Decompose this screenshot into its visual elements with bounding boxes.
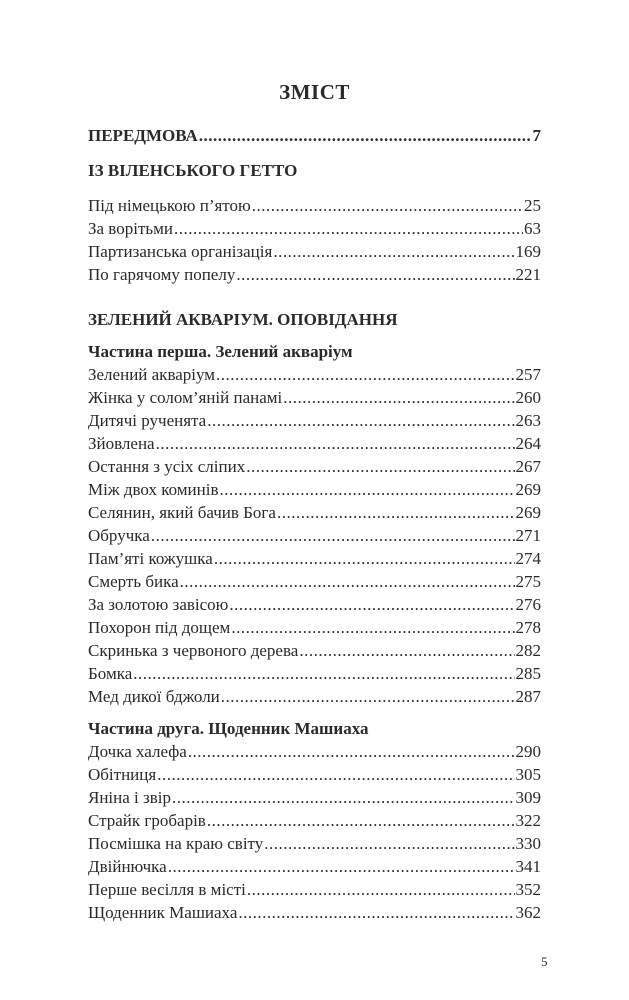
entry-page: 285	[515, 664, 541, 683]
entry-page: 271	[515, 526, 541, 545]
dot-leader	[172, 786, 515, 809]
entry-title: Партизанська організація	[88, 242, 273, 261]
entry-title: По гарячому попелу	[88, 265, 236, 284]
entry-title: Яніна і звір	[88, 788, 171, 807]
entry-title: Обітниця	[88, 765, 157, 784]
toc-entry[interactable]	[88, 240, 541, 263]
entry-page: 221	[515, 265, 541, 284]
dot-leader	[199, 124, 532, 147]
toc-entry[interactable]	[88, 455, 541, 478]
entry-title: Дитячі рученята	[88, 411, 207, 430]
dot-leader	[180, 570, 515, 593]
dot-leader	[151, 524, 515, 547]
entry-page: 352	[515, 880, 541, 899]
entry-title: Посмішка на краю світу	[88, 834, 264, 853]
entry-title: Між двох коминів	[88, 480, 219, 499]
toc-entry[interactable]	[88, 501, 541, 524]
toc-entry[interactable]	[88, 524, 541, 547]
toc-entry[interactable]	[88, 386, 541, 409]
entry-title: Дочка халефа	[88, 742, 187, 761]
toc-entry[interactable]	[88, 570, 541, 593]
toc-entry[interactable]	[88, 263, 541, 286]
dot-leader	[252, 194, 523, 217]
toc-entry[interactable]	[88, 786, 541, 809]
part-heading: ІЗ ВІЛЕНСЬКОГО ГЕТТО	[88, 161, 298, 180]
dot-leader	[283, 386, 514, 409]
entry-page: 260	[515, 388, 541, 407]
entry-title: Похорон під дощем	[88, 618, 231, 637]
dot-leader	[157, 763, 514, 786]
dot-leader	[156, 432, 515, 455]
entry-page: 322	[515, 811, 541, 830]
entry-page: 25	[524, 196, 541, 215]
entry-page: 257	[515, 365, 541, 384]
toc-entry[interactable]	[88, 593, 541, 616]
toc-entry[interactable]	[88, 409, 541, 432]
entry-title: Під німецькою п’ятою	[88, 196, 251, 215]
entry-title: Щоденник Машиаха	[88, 903, 238, 922]
entry-page: 305	[515, 765, 541, 784]
toc-entry[interactable]	[88, 432, 541, 455]
toc-entry[interactable]	[88, 478, 541, 501]
toc-entry[interactable]	[88, 194, 541, 217]
entry-title: Остання з усіх сліпих	[88, 457, 246, 476]
dot-leader	[221, 685, 515, 708]
dot-leader	[168, 855, 515, 878]
dot-leader	[207, 409, 514, 432]
toc-entry[interactable]	[88, 832, 541, 855]
part-heading: ЗЕЛЕНИЙ АКВАРІУМ. ОПОВІДАННЯ	[88, 310, 398, 329]
toc-entry[interactable]	[88, 901, 541, 924]
dot-leader	[188, 740, 515, 763]
dot-leader	[229, 593, 514, 616]
entry-title: Зелений акваріум	[88, 365, 216, 384]
toc-entry[interactable]	[88, 855, 541, 878]
entry-title: ПЕРЕДМОВА	[88, 126, 198, 145]
dot-leader	[277, 501, 515, 524]
entry-title: За ворітьми	[88, 219, 173, 238]
entry-page: 267	[515, 457, 541, 476]
entry-page: 362	[515, 903, 541, 922]
spacer	[88, 147, 541, 159]
dot-leader	[214, 547, 515, 570]
dot-leader	[133, 662, 514, 685]
entry-page: 278	[515, 618, 541, 637]
dot-leader	[247, 878, 515, 901]
entry-page: 287	[515, 687, 541, 706]
entry-title: Перше весілля в місті	[88, 880, 246, 899]
entry-title: Селянин, який бачив Бога	[88, 503, 276, 522]
entry-page: 341	[515, 857, 541, 876]
entry-page: 7	[532, 126, 541, 145]
entry-page: 309	[515, 788, 541, 807]
toc-entry[interactable]	[88, 217, 541, 240]
entry-page: 169	[515, 242, 541, 261]
entry-title: За золотою завісою	[88, 595, 229, 614]
dot-leader	[220, 478, 515, 501]
entry-title: Пам’яті кожушка	[88, 549, 213, 568]
entry-title: Скринька з червоного дерева	[88, 641, 299, 660]
toc-entry[interactable]	[88, 363, 541, 386]
section-heading: Частина друга. Щоденник Машиаха	[88, 719, 369, 738]
dot-leader	[207, 809, 515, 832]
toc-entry[interactable]	[88, 616, 541, 639]
dot-leader	[238, 901, 514, 924]
toc-entry[interactable]	[88, 809, 541, 832]
entry-page: 275	[515, 572, 541, 591]
toc-entry[interactable]	[88, 763, 541, 786]
dot-leader	[299, 639, 514, 662]
entry-title: Смерть бика	[88, 572, 179, 591]
entry-page: 263	[515, 411, 541, 430]
page-title: ЗМІСТ	[279, 80, 350, 104]
toc-entry[interactable]	[88, 740, 541, 763]
dot-leader	[216, 363, 514, 386]
entry-title: Двійнючка	[88, 857, 167, 876]
toc-entry[interactable]	[88, 662, 541, 685]
toc-entry[interactable]	[88, 685, 541, 708]
entry-page: 269	[515, 503, 541, 522]
section-heading: Частина перша. Зелений акваріум	[88, 342, 353, 361]
toc-entry[interactable]	[88, 547, 541, 570]
dot-leader	[264, 832, 514, 855]
spacer	[88, 286, 541, 308]
dot-leader	[273, 240, 514, 263]
entry-page: 264	[515, 434, 541, 453]
entry-page: 330	[515, 834, 541, 853]
entry-page: 274	[515, 549, 541, 568]
entry-page: 276	[515, 595, 541, 614]
entry-title: Обручка	[88, 526, 150, 545]
entry-title: Бомка	[88, 664, 133, 683]
spacer	[88, 182, 541, 194]
page-number: 5	[541, 954, 548, 969]
entry-title: Страйк гробарів	[88, 811, 206, 830]
toc-entry[interactable]	[88, 878, 541, 901]
dot-leader	[231, 616, 514, 639]
table-of-contents	[88, 124, 541, 924]
entry-title: Зйовлена	[88, 434, 155, 453]
entry-title: Жінка у солом’яній панамі	[88, 388, 283, 407]
dot-leader	[246, 455, 514, 478]
spacer	[88, 708, 541, 717]
dot-leader	[236, 263, 514, 286]
dot-leader	[174, 217, 523, 240]
entry-page: 269	[515, 480, 541, 499]
entry-page: 282	[515, 641, 541, 660]
toc-entry[interactable]	[88, 124, 541, 147]
toc-entry[interactable]	[88, 639, 541, 662]
spacer	[88, 331, 541, 340]
entry-page: 290	[515, 742, 541, 761]
entry-title: Мед дикої бджоли	[88, 687, 220, 706]
entry-page: 63	[524, 219, 541, 238]
